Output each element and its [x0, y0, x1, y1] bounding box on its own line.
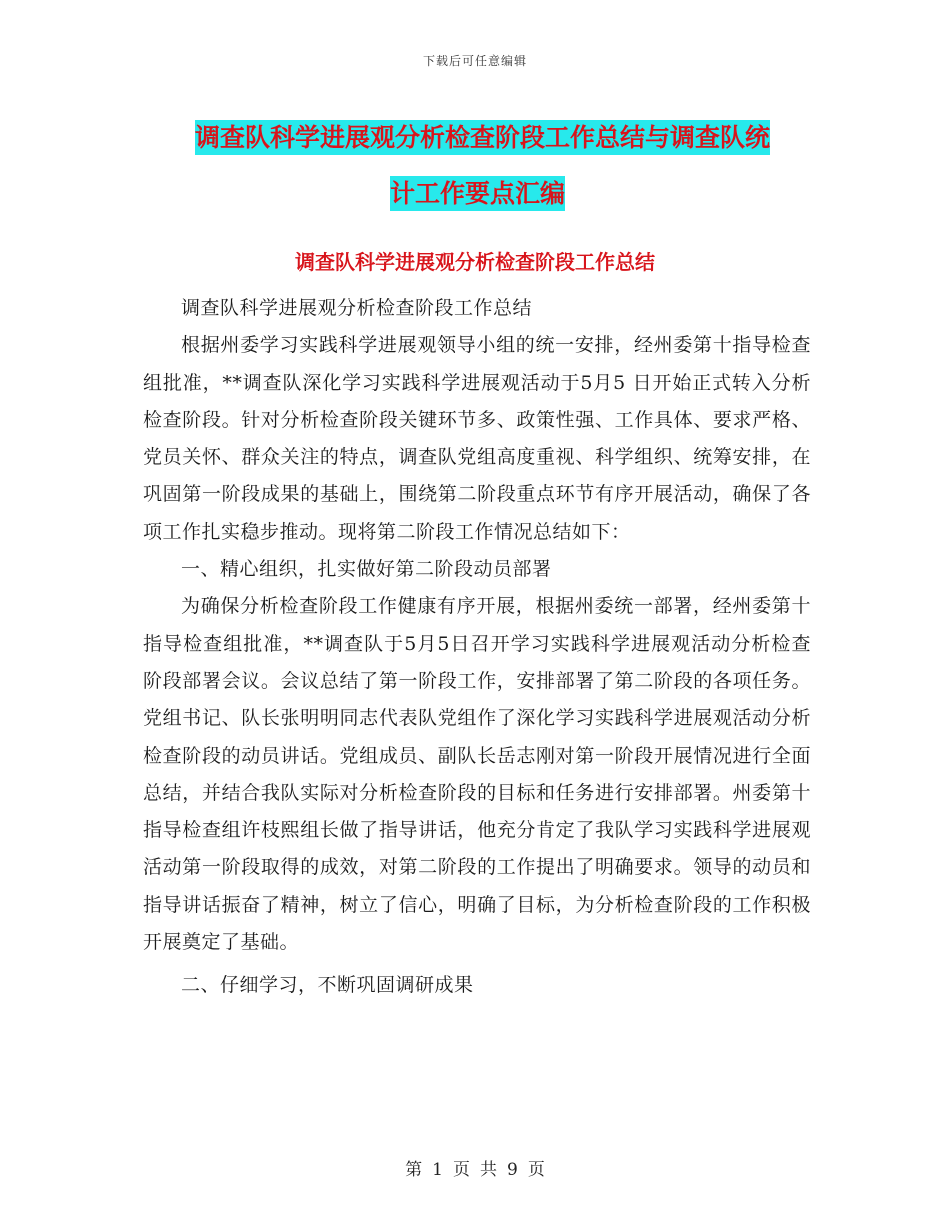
- document-title: [145, 110, 810, 222]
- title-highlight-1: 调查队科学进展观分析检查阶段工作总结与调查队统: [195, 120, 770, 155]
- document-title-line-1: [145, 110, 810, 166]
- footer-total-pages: 9: [507, 1160, 518, 1180]
- paragraph-subtitle: 调查队科学进展观分析检查阶段工作总结: [181, 297, 533, 319]
- document-title-line-2: [145, 166, 810, 222]
- page-footer: [0, 1155, 950, 1180]
- document-body: [143, 290, 811, 1005]
- paragraph-heading-1: 一、精心组织，扎实做好第二阶段动员部署: [181, 558, 552, 581]
- footer-total-label: 共: [480, 1160, 497, 1180]
- section-title: 调查队科学进展观分析检查阶段工作总结: [295, 250, 655, 274]
- title-highlight-2: 计工作要点汇编: [390, 176, 565, 211]
- footer-page-unit: 页: [453, 1160, 470, 1180]
- footer-total-unit: 页: [527, 1160, 545, 1180]
- paragraph-intro: 根据州委学习实践科学进展观领导小组的统一安排，经州委第十指导检查组批准，**调查队深化学习实践科学进展观活动于5月5 日开始正式转入分析检查阶段。针对分析检查阶段关键环节多、政策性强、工作具体、要求严格、党员关怀、群众关注的特点，调查队党组高度重视、科学组织、统筹安排，在巩固第一阶段成果的基础上，围绕第二阶段重点环节有序开展活动，确保了各项工作扎实稳步推动。现将第二阶段工作情况总结如下：: [143, 334, 811, 543]
- page-header-note: 下载后可任意编辑: [422, 54, 527, 68]
- footer-page-label: 第: [405, 1160, 423, 1180]
- paragraph-body-1: 为确保分析检查阶段工作健康有序开展，根据州委统一部署，经州委第十指导检查组批准，**调查队于5月5日召开学习实践科学进展观活动分析检查阶段部署会议。会议总结了第一阶段工作，安排部署了第二阶段的各项任务。党组书记、队长张明明同志代表队党组作了深化学习实践科学进展观活动分析检查阶段的动员讲话。党组成员、副队长岳志刚对第一阶段开展情况进行全面总结，并结合我队实际对分析检查阶段的目标和任务进行安排部署。州委第十指导检查组许枝熙组长做了指导讲话，他充分肯定了我队学习实践科学进展观活动第一阶段取得的成效，对第二阶段的工作提出了明确要求。领导的动员和指导讲话振奋了精神，树立了信心，明确了目标，为分析检查阶段的工作积极开展奠定了基础。: [143, 595, 811, 954]
- footer-page-number: 1: [432, 1160, 443, 1180]
- paragraph-heading-2: 二、仔细学习，不断巩固调研成果: [181, 974, 474, 997]
